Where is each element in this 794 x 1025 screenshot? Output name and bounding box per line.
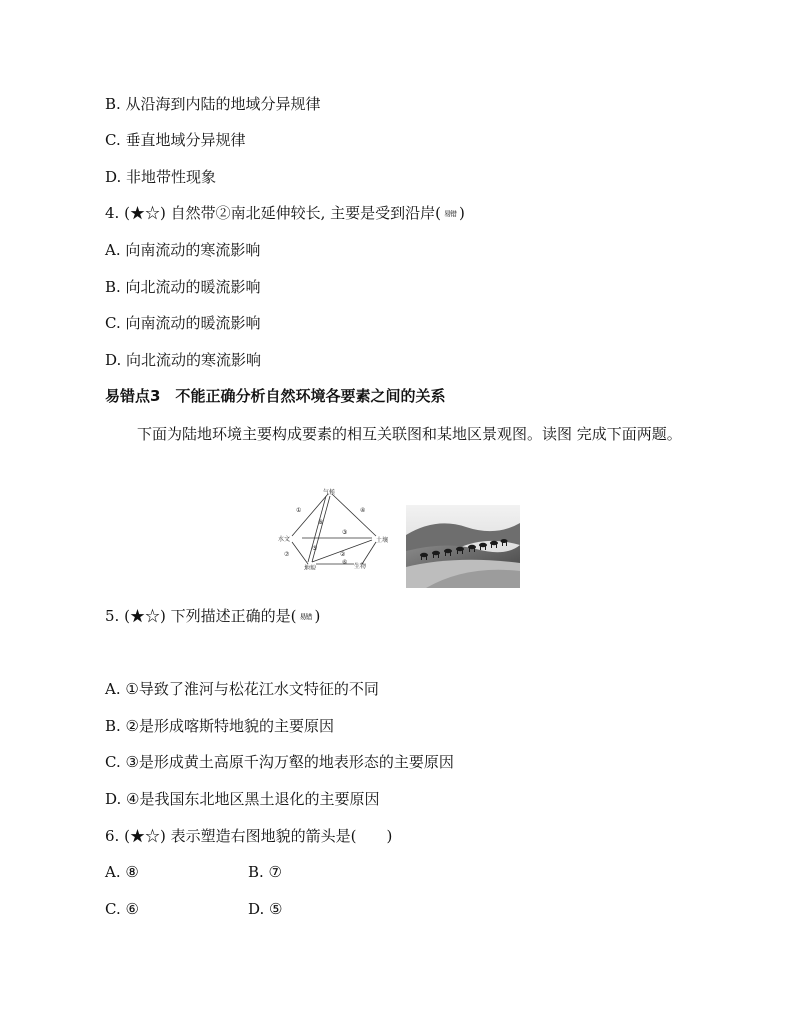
option-q5-a: A. ①导致了淮河与松花江水文特征的不同 bbox=[105, 680, 379, 698]
question-number: 4. bbox=[105, 204, 120, 222]
node-climate: 气候 bbox=[323, 489, 336, 496]
question-number: 6. bbox=[105, 827, 120, 845]
question-6 bbox=[105, 826, 392, 846]
node-soil: 土壤 bbox=[376, 537, 389, 544]
environment-relationship-diagram bbox=[268, 486, 394, 570]
question-text: 自然带②南北延伸较长, 主要是受到沿岸( bbox=[170, 204, 441, 222]
difficulty-stars: (★☆) bbox=[124, 204, 166, 222]
node-hydrology: 水文 bbox=[278, 536, 291, 543]
edge-climate-landform-1 bbox=[308, 496, 326, 562]
arrow-label-1: ① bbox=[296, 507, 302, 514]
option-q6-a: A. ⑧ bbox=[105, 863, 139, 881]
edge-climate-soil bbox=[332, 494, 376, 536]
difficulty-stars: (★☆) bbox=[124, 607, 166, 625]
option-q5-d: D. ④是我国东北地区黑土退化的主要原因 bbox=[105, 790, 380, 808]
question-4 bbox=[105, 203, 465, 224]
option-q4-b: B. 向北流动的暖流影响 bbox=[105, 278, 261, 296]
arrow-label-8: ⑧ bbox=[318, 519, 324, 526]
question-5 bbox=[105, 606, 320, 627]
edge-climate-hydrology bbox=[292, 494, 328, 536]
option-q4-c: C. 向南流动的暖流影响 bbox=[105, 314, 261, 332]
option-q6-b: B. ⑦ bbox=[248, 863, 283, 881]
option-q5-c: C. ③是形成黄土高原千沟万壑的地表形态的主要原因 bbox=[105, 753, 454, 771]
close-paren: ) bbox=[458, 204, 465, 222]
edge-climate-landform-2 bbox=[312, 496, 330, 562]
arrow-label-6: ⑥ bbox=[342, 559, 348, 566]
difficulty-stars: (★☆) bbox=[124, 827, 166, 845]
question-text: 下列描述正确的是( bbox=[170, 607, 297, 625]
node-biology: 生物 bbox=[354, 563, 367, 570]
arrow-label-5: ⑤ bbox=[312, 545, 318, 552]
option-q5-b: B. ②是形成喀斯特地貌的主要原因 bbox=[105, 717, 335, 735]
option-q3-c: C. 垂直地域分异规律 bbox=[105, 131, 246, 149]
option-q6-d: D. ⑤ bbox=[248, 900, 283, 918]
node-landform: 地貌 bbox=[304, 565, 317, 570]
desert-camel-landscape-photo bbox=[406, 505, 520, 588]
edge-soil-biology bbox=[362, 542, 376, 564]
arrow-label-3: ③ bbox=[342, 529, 348, 536]
error-prone-badge: 易错 bbox=[443, 210, 456, 218]
option-q6-c: C. ⑥ bbox=[105, 900, 139, 918]
arrow-label-2: ② bbox=[340, 551, 346, 558]
arrow-label-4: ④ bbox=[360, 507, 366, 514]
intro-paragraph: 下面为陆地环境主要构成要素的相互关联图和某地区景观图。读图 完成下面两题。 bbox=[137, 425, 682, 443]
option-q3-d: D. 非地带性现象 bbox=[105, 168, 217, 186]
option-q4-a: A. 向南流动的寒流影响 bbox=[105, 241, 261, 259]
arrow-label-7: ⑦ bbox=[284, 551, 290, 558]
error-prone-badge: 易错 bbox=[299, 613, 312, 621]
edge-hydrology-landform bbox=[292, 542, 308, 564]
option-q3-b: B. 从沿海到内陆的地域分异规律 bbox=[105, 95, 321, 113]
question-text: 表示塑造右图地貌的箭头是( ) bbox=[170, 827, 393, 845]
question-number: 5. bbox=[105, 607, 120, 625]
close-paren: ) bbox=[314, 607, 321, 625]
option-q4-d: D. 向北流动的寒流影响 bbox=[105, 351, 262, 369]
section-heading: 易错点3 不能正确分析自然环境各要素之间的关系 bbox=[105, 387, 446, 405]
